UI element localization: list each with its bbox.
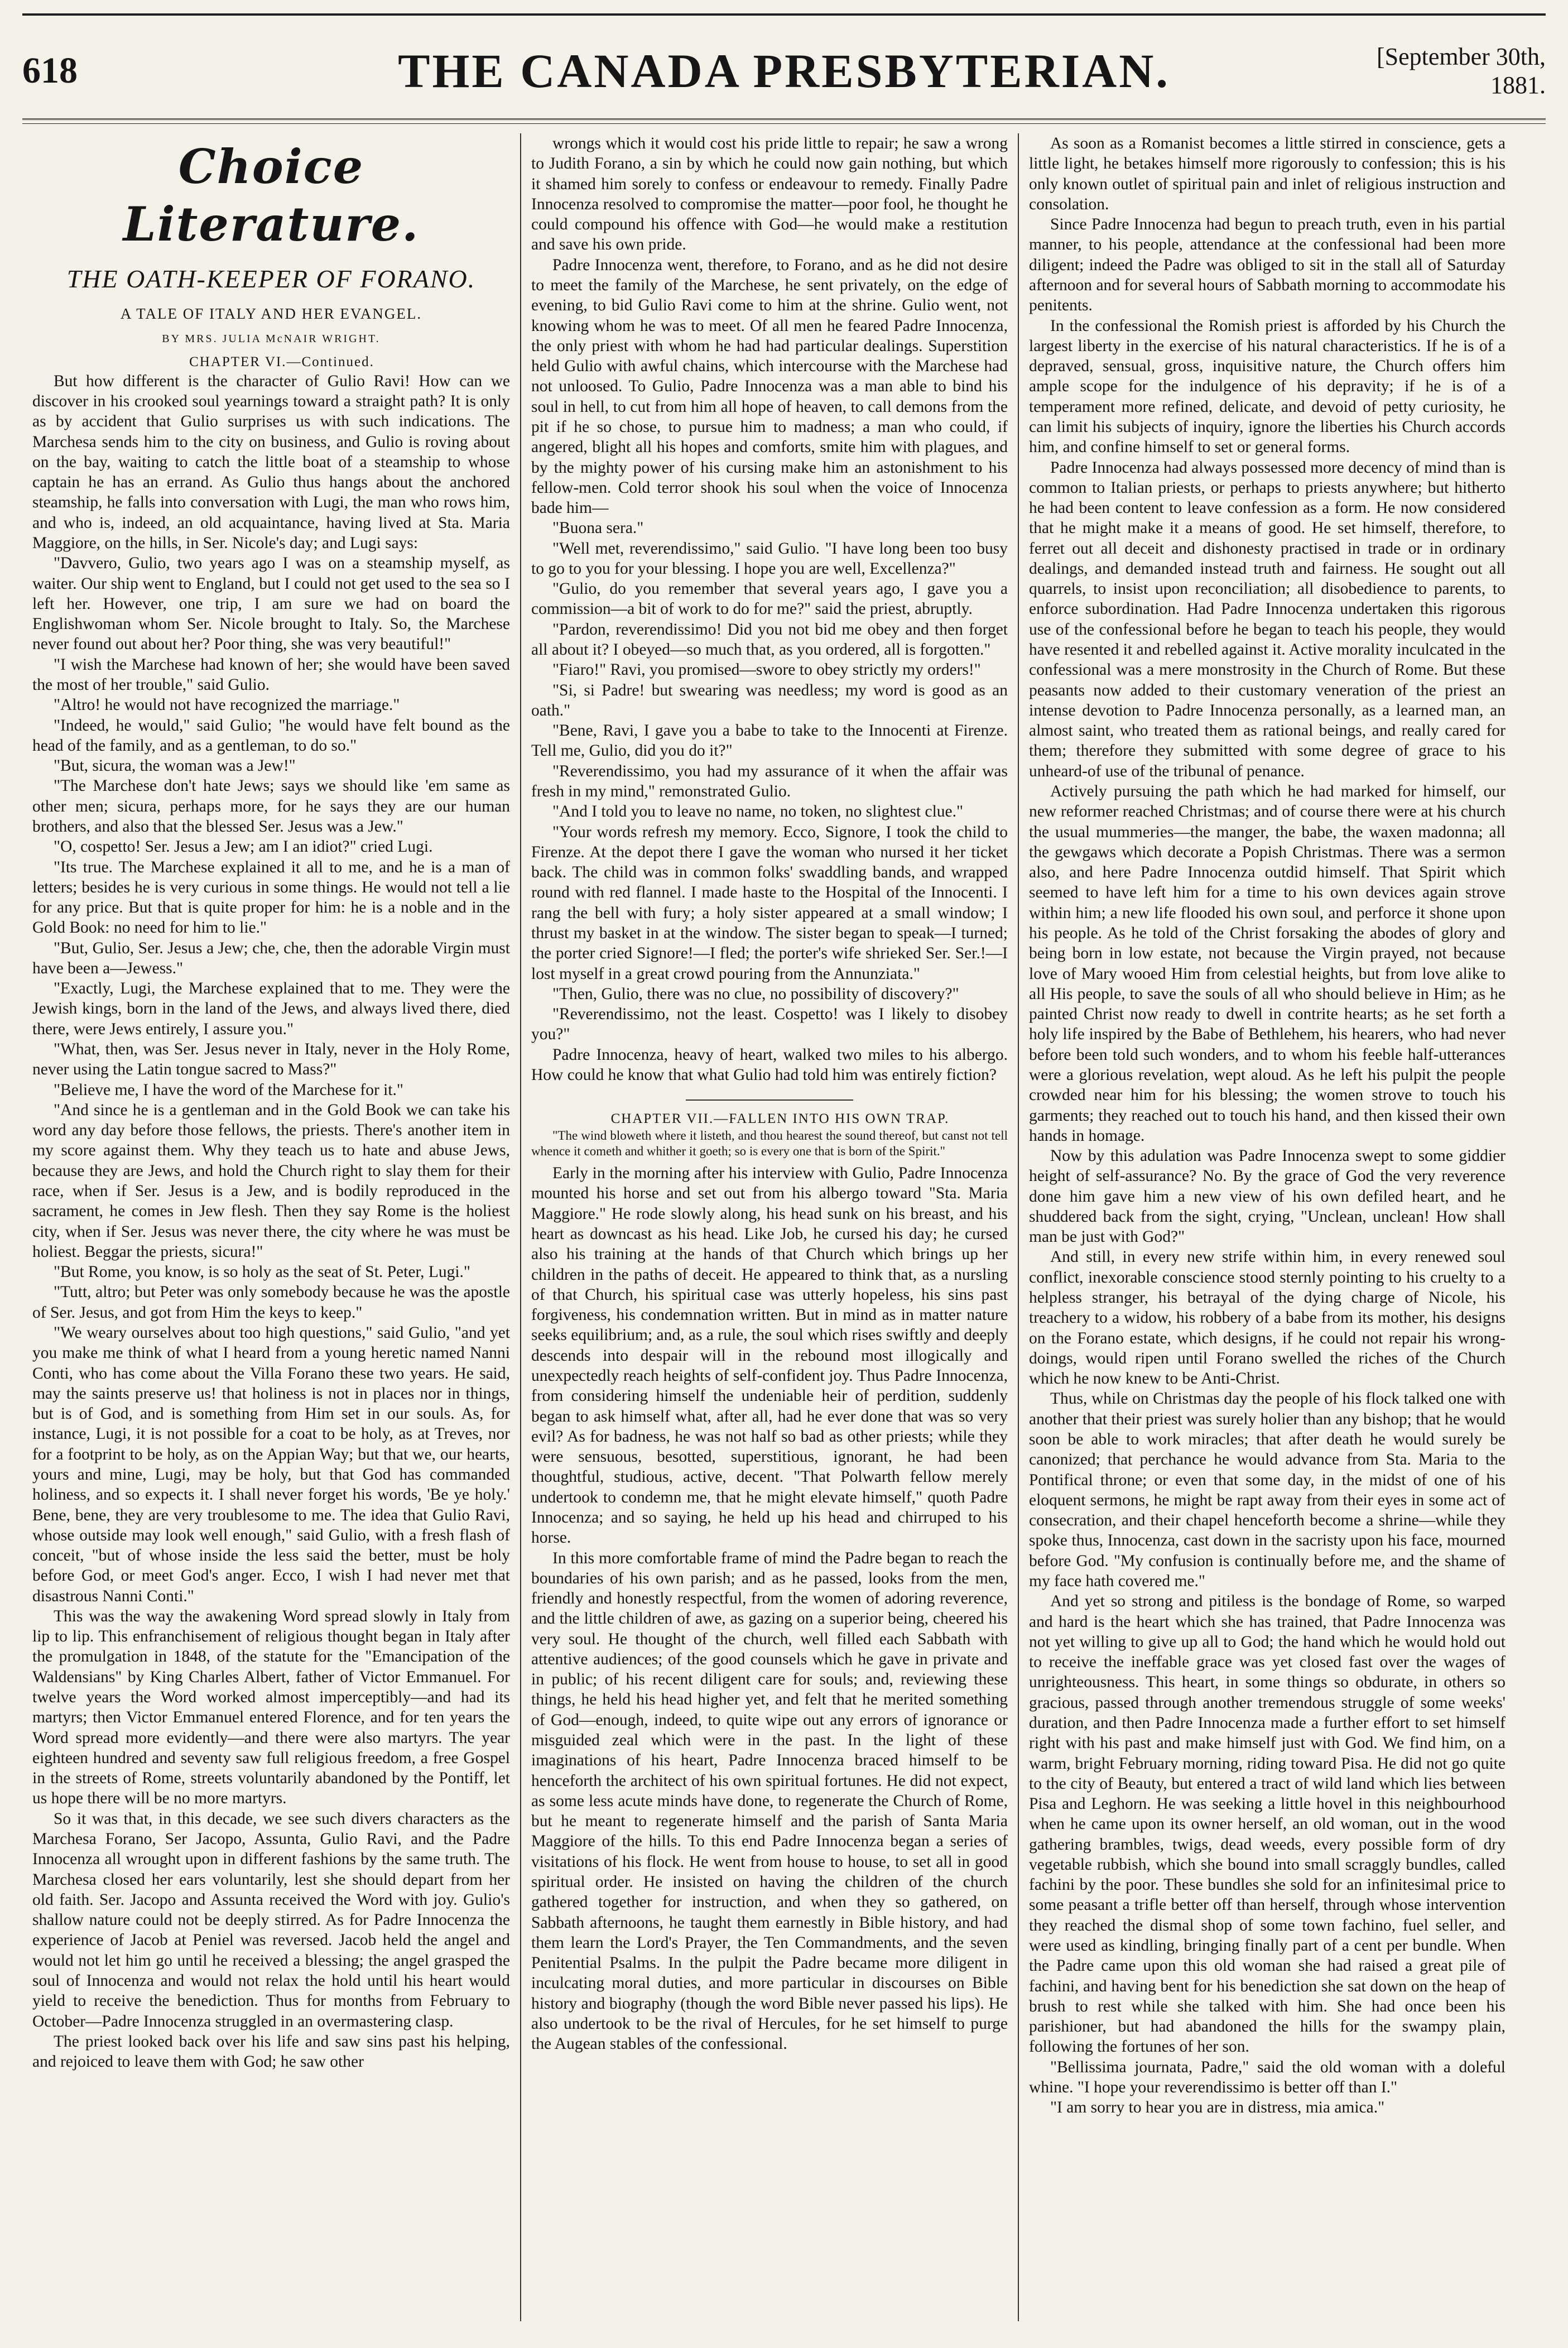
- paragraph: "Gulio, do you remember that several years ago, I gave you a commission—a bit of work to do for me?" said the priest, abruptly.: [531, 580, 1008, 618]
- section-heading: Choice Literature.: [123, 139, 420, 252]
- newspaper-page: [22, 13, 1546, 2335]
- story-subtitle: A TALE OF ITALY AND HER EVANGEL.: [120, 305, 422, 323]
- header-rule: [22, 13, 1546, 16]
- paragraph: And still, in every new strife within him, in every renewed soul conflict, inexorable conscience stood sternly pointing to his cruelty to a helpless stranger, his betrayal of the dying charge of Nicole, his treachery to a widow, his robbery of a babe from its mother, his designs on the Forano estate, which designs, if he could not repair his wrong-doings, would ripen until Forano swelled the riches of the Church which he now knew to be Anti-Christ.: [1029, 1248, 1506, 1388]
- paragraph: "Buona sera.": [552, 519, 644, 537]
- page-header: [22, 29, 1546, 113]
- paragraph: "I am sorry to hear you are in distress, mia amica.": [1050, 2099, 1385, 2117]
- paragraph: Actively pursuing the path which he had marked for himself, our new reformer reached Christmas; and of course there were at his church the usual mummeries—the manger, the babe, the waxen madonna; all the gewgaws which decorate a Popish Christmas. There was a sermon also, and here Padre Innocenza outdid himself. That Spirit which seemed to have left him for a time to his own devices again strove within him; a new life flooded his own soul, and perforce it shone upon his people. As he told of the Christ forsaking the abodes of glory and being born in low estate, not because the Virgin prayed, not because love of Mary wooed Him from celestial heights, but from love alike to all His people, to save the souls of all who should believe in Him; as he painted Christ now ready to dwell in contrite hearts; as he set forth a holy life inspired by the Babe of Bethlehem, his hearers, who had never before been told such wonders, and to whom his feeble half-utterances were a glorious revelation, wept aloud. As he left his pulpit the people crowded near him for his blessing; the women strove to touch his garments; they reached out to touch his hand, and then kissed their own hands in homage.: [1029, 782, 1506, 1145]
- paragraph: "And I told you to leave no name, no token, no slightest clue.": [552, 803, 964, 821]
- story-title: THE OATH-KEEPER OF FORANO.: [66, 264, 476, 293]
- paragraph: As soon as a Romanist becomes a little stirred in conscience, gets a little light, he betakes himself more rigorously to confession; this is his only known outlet of spiritual pain and inlet of religious instruction and consolation.: [1029, 135, 1506, 213]
- column-1: [22, 133, 520, 2321]
- paragraph: And yet so strong and pitiless is the bondage of Rome, so warped and hard is the heart which she has trained, that Padre Innocenza was not yet willing to give up all to God; the hand which he would hold out to receive the ineffable grace was yet closed fast over the wages of unrighteousness. This heart, in some things so obdurate, in others so gracious, passed through another tremendous struggle of some weeks' duration, and then Padre Innocenza made a further effort to set himself right with his past and make himself just with God. We find him, on a warm, bright February morning, riding toward Pisa. He did not go quite to the city of Beauty, but entered a tract of wild land which lies between Pisa and Leghorn. He was seeking a little hovel in this neighbourhood when he came upon its owner herself, an old woman, out in the wood gathering brambles, twigs, dead weeds, every possible form of dry vegetable rubbish, which she bound into small scraggly bundles, called fachini by the poor. These bundles she sold for an infinitesimal price to some peasant a trifle better off than herself, through whose intervention they reached the dismal shop of some town fachino, fuel seller, and were used as kindling, bringing finally part of a cent per bundle. When the Padre came upon this old woman she had raised a great pile of fachini, and having bent for his benediction she sat down on the heap of brush to rest while she talked with him. She had once been his parishioner, but had abandoned the hills for the swampy plain, following the fortunes of her son.: [1029, 1592, 1506, 2056]
- paragraph: "Si, si Padre! but swearing was needless; my word is good as an oath.": [531, 681, 1008, 719]
- column-2: [520, 133, 1018, 2321]
- paragraph: "Your words refresh my memory. Ecco, Signore, I took the child to Firenze. At the depot there I gave the woman who nursed it her ticket back. The child was in common folks' swaddling bands, and wrapped round with red flannel. I made haste to the Hospital of the Innocenti. I rang the bell with fury; a holy sister appeared at a small window; I thrust my basket in at the window. The sister began to speak—I turned; the porter cried Signore!—I fled; the porter's wife shrieked Ser. Ser.!—I lost myself in a great crowd pouring from the Annunziata.": [531, 823, 1008, 983]
- paragraph: Padre Innocenza had always possessed more decency of mind than is common to Italian priests, or perhaps to priests anywhere; but hitherto he had been content to leave confession as a form. He now considered that he might make it a means of good. He set himself, therefore, to ferret out all deceit and dishonesty practised in trade or in ordinary dealings, and demanded instead truth and fairness. He sought out all quarrels, to insist upon reconciliation; all disobedience to parents, to enforce subordination. Had Padre Innocenza undertaken this rigorous use of the confessional before he began to teach his people, they would have resented it and rebelled against it. Active morality inculcated in the confessional was a mere monstrosity in the Church of Rome. But these peasants now added to their customary veneration of the priest an intense devotion to Padre Innocenza personally, as a learned man, an almost saint, who treated them as rational beings, and really cared for them; therefore they submitted with some degree of grace to his unheard-of use of the tribunal of penance.: [1029, 458, 1506, 780]
- paragraph: In this more comfortable frame of mind the Padre began to reach the boundaries of his own parish; and as he passed, looks from the men, friendly and honestly respectful, from the women of adoring reverence, and the little children of awe, as gazing on a superior being, cheered his very soul. He thought of the church, well filled each Sabbath with attentive audiences; of the good counsels which he gave in private and in public; of his recent diligent care for souls; and, reviewing these things, he held his head higher yet, and felt that he merited something of God—enough, indeed, to quite wipe out any errors of ignorance or misguided zeal which were in the past. In the light of these imaginations of his heart, Padre Innocenza braced himself to be henceforth the architect of his own spiritual fortunes. He did not expect, as some less acute minds have done, to regenerate the Church of Rome, but he meant to regenerate himself and the parish of Santa Maria Maggiore of the hills. To this end Padre Innocenza began a series of visitations of his flock. He went from house to house, to set all in good spiritual order. He insisted on having the children of the church gathered together for instruction, and when they so gathered, on Sabbath afternoons, he taught them earnestly in Bible history, and had them learn the Lord's Prayer, the Ten Commandments, and the seven Penitential Psalms. In the pulpit the Padre became more diligent in inculcating moral duties, and more particular in discourses on Bible history and biography (though the word Bible never passed his lips). He also undertook to be the rival of Hercules, for he set himself to purge the Augean stables of the confessional.: [531, 1549, 1008, 2053]
- epigraph: "The wind bloweth where it listeth, and thou hearest the sound thereof, but canst not tell whence it cometh and whither it goeth; so is every one that is born of the Spirit.": [531, 1128, 1008, 1158]
- paragraph: "And since he is a gentleman and in the Gold Book we can take his word any day before those fellows, the priests. There's another item in my score against them. Why they teach us to hate and abuse Jews, because they are Jews, and hold the Church right to slay them for their race, when if Ser. Jesus is a Jew, and is bodily reproduced in the sacrament, he comes in Jew flesh. Then they say Rome is the holiest city, when if Ser. Jesus was never there, the city where he was must be holiest. Beggar the priests, sicura!": [32, 1101, 510, 1261]
- paragraph: Padre Innocenza, heavy of heart, walked two miles to his albergo. How could he know that what Gulio had told him was entirely fiction?: [531, 1045, 1008, 1084]
- paragraph: So it was that, in this decade, we see such divers characters as the Marchesa Forano, Ser Jacopo, Assunta, Gulio Ravi, and the Padre Innocenza all wrought upon in different fashions by the same truth. The Marchesa closed her ears voluntarily, lest she should depart from her old faith. Ser. Jacopo and Assunta received the Word with joy. Gulio's shallow nature could not be deeply stirred. As for Padre Innocenza the experience of Jacob at Peniel was reversed. Jacob held the angel and would not let him go until he received a blessing; the angel grasped the soul of Innocenza and would not relax the hold until his heart would yield to receive the benediction. Thus for months from February to October—Padre Innocenza struggled in an overmastering clasp.: [32, 1809, 510, 2030]
- section-divider: [686, 1099, 853, 1101]
- article-columns: [22, 133, 1546, 2335]
- paragraph: In the confessional the Romish priest is afforded by his Church the largest liberty in the exercise of his natural characteristics. If he is of a depraved, sensual, gross, inquisitive nature, the Church offers him ample scope for the indulgence of his depravity; if he is of a temperament more refined, delicate, and devoid of petty curiosity, he can limit his subjects of inquiry, ignore the liberties his Church accords him, and confine himself to set or general forms.: [1029, 316, 1506, 457]
- chapter-heading: CHAPTER VII.—FALLEN INTO HIS OWN TRAP.: [610, 1111, 950, 1127]
- paragraph: "Then, Gulio, there was no clue, no possibility of discovery?": [552, 985, 959, 1003]
- paragraph: "Davvero, Gulio, two years ago I was on a steamship myself, as waiter. Our ship went to England, but I could not get used to the sea so I left her. However, one trip, I am sure we had on board the Englishwoman whom Ser. Nicole brought to Italy. So, the Marchese never found out about her? Poor thing, she was very beautiful!": [32, 554, 510, 654]
- paragraph: "Exactly, Lugi, the Marchese explained that to me. They were the Jewish kings, born in the land of the Jews, and always lived there, died there, were Jews entirely, I assure you.": [32, 979, 510, 1038]
- paragraph: "Believe me, I have the word of the Marchese for it.": [54, 1081, 403, 1099]
- paragraph: "I wish the Marchese had known of her; she would have been saved the most of her trouble," said Gulio.: [32, 655, 510, 694]
- header-double-rule: [22, 118, 1546, 124]
- paragraph: "We weary ourselves about too high questions," said Gulio, "and yet you make me think of what I heard from a young heretic named Nanni Conti, who has come about the Villa Forano these two years. He said, may the saints preserve us! that holiness is not in places nor in things, but is of God, and is something from Him set in our souls. As, for instance, Lugi, it is not possible for a coat to be holy, as at Treves, nor for a footprint to be holy, as on the Appian Way; but that we, our hearts, yours and mine, Lugi, may be holy, but that God has commanded holiness, and so expects it. I shall never forget his words, 'Be ye holy.' Bene, bene, they are very troublesome to me. The idea that Gulio Ravi, whose outside may look well enough," said Gulio, with a fresh flash of conceit, "but of whose inside the less said the better, must be holy before God, or meet God's anger. Ecco, I wish I had never met that disastrous Nanni Conti.": [32, 1323, 510, 1605]
- paragraph: "Reverendissimo, you had my assurance of it when the affair was fresh in my mind," remonstrated Gulio.: [531, 762, 1008, 800]
- paragraph: "Tutt, altro; but Peter was only somebody because he was the apostle of Ser. Jesus, and got from Him the keys to keep.": [32, 1283, 510, 1322]
- chapter-heading: CHAPTER VI.—Continued.: [189, 354, 374, 369]
- issue-date: [September 30th, 1881.: [1376, 43, 1546, 99]
- paragraph: "But Rome, you know, is so holy as the seat of St. Peter, Lugi.": [54, 1263, 470, 1281]
- paragraph: "Bellissima journata, Padre," said the old woman with a doleful whine. "I hope your reverendissimo is better off than I.": [1029, 2058, 1506, 2096]
- paragraph: "Indeed, he would," said Gulio; "he would have felt bound as the head of the family, and as a gentleman, to do so.": [32, 716, 510, 755]
- column-3: [1018, 133, 1516, 2321]
- page-number: 618: [22, 50, 78, 91]
- paragraph: This was the way the awakening Word spread slowly in Italy from lip to lip. This enfranchisement of religious thought began in Italy after the promulgation in 1848, of the statute for the "Emancipation of the Waldensians" by King Charles Albert, father of Victor Emmanuel. For twelve years the Word worked almost imperceptibly—and had its martyrs; then Victor Emmanuel entered Florence, and for ten years the Word spread more evidently—and there were also martyrs. The year eighteen hundred and seventy saw full religious freedom, a free Gospel in the streets of Rome, streets voluntarily abandoned by the Pontiff, let us hope there will be no more martyrs.: [32, 1607, 510, 1808]
- byline: BY MRS. JULIA McNAIR WRIGHT.: [162, 333, 381, 345]
- paragraph: Thus, while on Christmas day the people of his flock talked one with another that their priest was surely holier than any bishop; that he would soon be able to work miracles; that after death he would surely be canonized; that perchance he would advance from Sta. Maria to the Pontifical throne; or even that some day, in the midst of one of his eloquent sermons, he might be rapt away from their eyes in some act of consecration, and their chapel henceforth become a shrine—while they spoke thus, Innocenza, cast down in the sacristy upon his face, mourned before God. "My confusion is continually before me, and the shame of my face hath covered me.": [1029, 1390, 1506, 1590]
- paragraph: Now by this adulation was Padre Innocenza swept to some giddier height of self-assurance? No. By the grace of God the very reverence done him gave him a new view of his own defiled heart, and he shuddered back from the sight, crying, "Unclean, unclean! How shall man be just with God?": [1029, 1147, 1506, 1246]
- paragraph: "Its true. The Marchese explained it all to me, and he is a man of letters; besides he is very curious in some things. He would not tell a lie for any price. But that is quite proper for him: he is a noble and in the Gold Book: no need for him to lie.": [32, 858, 510, 937]
- paragraph: The priest looked back over his life and saw sins past his helping, and rejoiced to leave them with God; he saw other: [32, 2032, 510, 2071]
- paragraph: But how different is the character of Gulio Ravi! How can we discover in his crooked soul yearnings toward a straight path? It is only as by accident that Gulio surprises us with such indications. The Marchesa sends him to the city on business, and Gulio is roving about on the bay, waiting to catch the little boat of a steamship to whose captain he has an errand. As Gulio thus hangs about the anchored steamship, he falls into conversation with Lugi, the man who rows him, and who is, indeed, an old acquaintance, having lived at Sta. Maria Maggiore, on the hills, in Ser. Nicole's day; and Lugi says:: [32, 372, 510, 552]
- paragraph: "But, Gulio, Ser. Jesus a Jew; che, che, then the adorable Virgin must have been a—Jewess.": [32, 939, 510, 977]
- paragraph: "Pardon, reverendissimo! Did you not bid me obey and then forget all about it? I obeyed—so much that, as you ordered, all is forgotten.": [531, 620, 1008, 659]
- paragraph: "But, sicura, the woman was a Jew!": [54, 757, 296, 775]
- paragraph: "The Marchese don't hate Jews; says we should like 'em same as other men; sicura, perhaps more, for he says they are our human brothers, and also that the blessed Ser. Jesus was a Jew.": [32, 777, 510, 836]
- paragraph: Since Padre Innocenza had begun to preach truth, even in his partial manner, to his people, attendance at the confessional had been more diligent; indeed the Padre was obliged to sit in the stall all of Saturday afternoon and for several hours of Sabbath morning to accommodate his penitents.: [1029, 215, 1506, 315]
- paragraph: "Reverendissimo, not the least. Cospetto! was I likely to disobey you?": [531, 1005, 1008, 1044]
- paragraph: "Fiaro!" Ravi, you promised—swore to obey strictly my orders!": [552, 661, 981, 679]
- masthead: THE CANADA PRESBYTERIAN.: [398, 44, 1170, 98]
- paragraph: "Altro! he would not have recognized the marriage.": [54, 696, 400, 714]
- paragraph: Early in the morning after his interview with Gulio, Padre Innocenza mounted his horse and set out from his albergo toward "Sta. Maria Maggiore." He rode slowly along, his head sunk on his breast, and his heart as downcast as his head. Like Job, he cursed his day; he cursed also his training at the hands of that Church which brings up her children in the paths of deceit. He appeared to think that, as a nursling of that Church, his spiritual case was utterly hopeless, his sins past forgiveness, his condemnation written. But in mind as in matter nature seeks equilibrium; and, as a rule, the soul which rises swiftly and deeply descends into despair will in the rebound most illogically and unexpectedly reach heights of self-confident joy. Thus Padre Innocenza, from considering himself the undeniable heir of perdition, suddenly began to ask himself what, after all, had he ever done that was so very evil? As for badness, he was not half so bad as other priests; while they were sensuous, besotted, superstitious, ignorant, he had been thoughtful, studious, active, decent. "That Polwarth fellow merely undertook to condemn me, that he might elevate himself," quoth Padre Innocenza; and so saying, he held up his head and chirruped to his horse.: [531, 1164, 1008, 1547]
- paragraph: "What, then, was Ser. Jesus never in Italy, never in the Holy Rome, never using the Latin tongue sacred to Mass?": [32, 1040, 510, 1079]
- paragraph: wrongs which it would cost his pride little to repair; he saw a wrong to Judith Forano, a sin by which he could now gain nothing, but which it shamed him sorely to confess or endeavour to remedy. Finally Padre Innocenza resolved to compromise the matter—poor fool, he thought he could compound his offence with God—he would make a restitution and save his own pride.: [531, 135, 1008, 254]
- paragraph: "O, cospetto! Ser. Jesus a Jew; am I an idiot?" cried Lugi.: [54, 838, 433, 856]
- paragraph: "Bene, Ravi, I gave you a babe to take to the Innocenti at Firenze. Tell me, Gulio, did you do it?": [531, 722, 1008, 760]
- paragraph: "Well met, reverendissimo," said Gulio. "I have long been too busy to go to you for your blessing. I hope you are well, Excellenza?": [531, 539, 1008, 578]
- paragraph: Padre Innocenza went, therefore, to Forano, and as he did not desire to meet the family of the Marchese, he sent privately, on the edge of evening, to bid Gulio Ravi come to him at the shrine. Gulio went, not knowing whom he was to meet. Of all men he feared Padre Innocenza, the only priest with whom he had had particular dealings. Superstition held Gulio with awful chains, which intercourse with the Marchese had not unloosed. To Gulio, Padre Innocenza was a man able to bind his soul in hell, to cut from him all hope of heaven, to call demons from the pit if he so chose, to pursue him to madness; a man who could, if angered, blight all his hopes and comforts, smite him with plagues, and by the mighty power of his cursing make him an astonishment to his fellow-men. Cold terror shook his soul when the voice of Innocenza bade him—: [531, 256, 1008, 517]
